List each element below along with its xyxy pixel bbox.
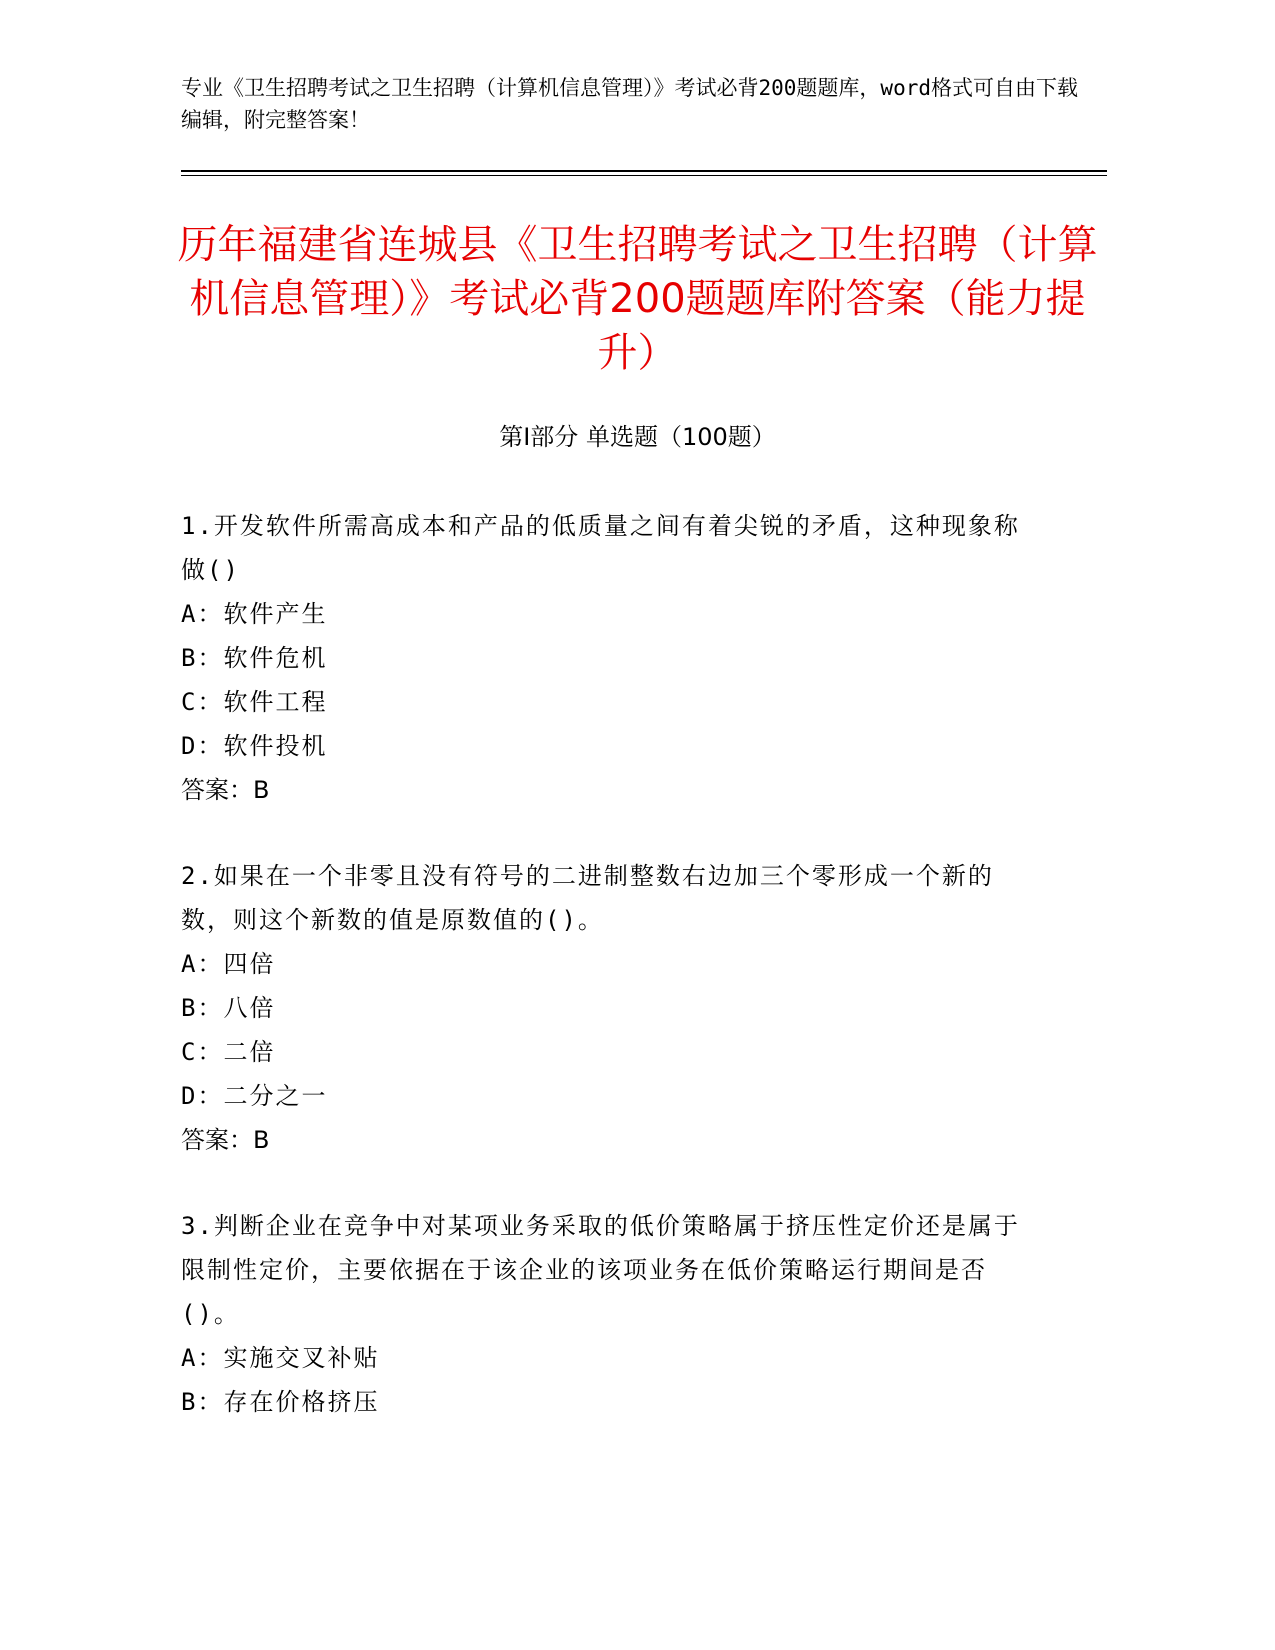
question-list (181, 504, 1021, 1466)
option-a: A：实施交叉补贴 (181, 1344, 380, 1372)
question-3 (181, 1204, 1021, 1424)
option-b: B：八倍 (181, 994, 276, 1022)
question-stem: 1.开发软件所需高成本和产品的低质量之间有着尖锐的矛盾，这种现象称做() (181, 512, 1020, 584)
header-rule-bottom (181, 175, 1107, 176)
option-d: D：软件投机 (181, 732, 328, 760)
header-note: 专业《卫生招聘考试之卫生招聘（计算机信息管理）》考试必背200题题库，word格式可自由下载编辑，附完整答案！ (181, 76, 1078, 132)
question-1 (181, 504, 1021, 812)
answer-line: 答案：B (181, 776, 270, 804)
question-stem: 3.判断企业在竞争中对某项业务采取的低价策略属于挤压性定价还是属于限制性定价，主要依据在于该企业的该项业务在低价策略运行期间是否()。 (181, 1212, 1020, 1328)
document-title: 历年福建省连城县《卫生招聘考试之卫生招聘（计算机信息管理）》考试必背200题题库附答案（能力提升） (177, 222, 1098, 376)
option-c: C：二倍 (181, 1038, 276, 1066)
section-heading: 第Ⅰ部分 单选题（100题） (499, 423, 776, 451)
option-b: B：软件危机 (181, 644, 328, 672)
question-2 (181, 854, 1021, 1162)
answer-line: 答案：B (181, 1126, 270, 1154)
question-stem: 2.如果在一个非零且没有符号的二进制整数右边加三个零形成一个新的数，则这个新数的值是原数值的()。 (181, 862, 994, 934)
option-d: D：二分之一 (181, 1082, 328, 1110)
option-b: B：存在价格挤压 (181, 1388, 380, 1416)
option-c: C：软件工程 (181, 688, 328, 716)
option-a: A：软件产生 (181, 600, 328, 628)
option-a: A：四倍 (181, 950, 276, 978)
header-rule-top (181, 170, 1107, 172)
